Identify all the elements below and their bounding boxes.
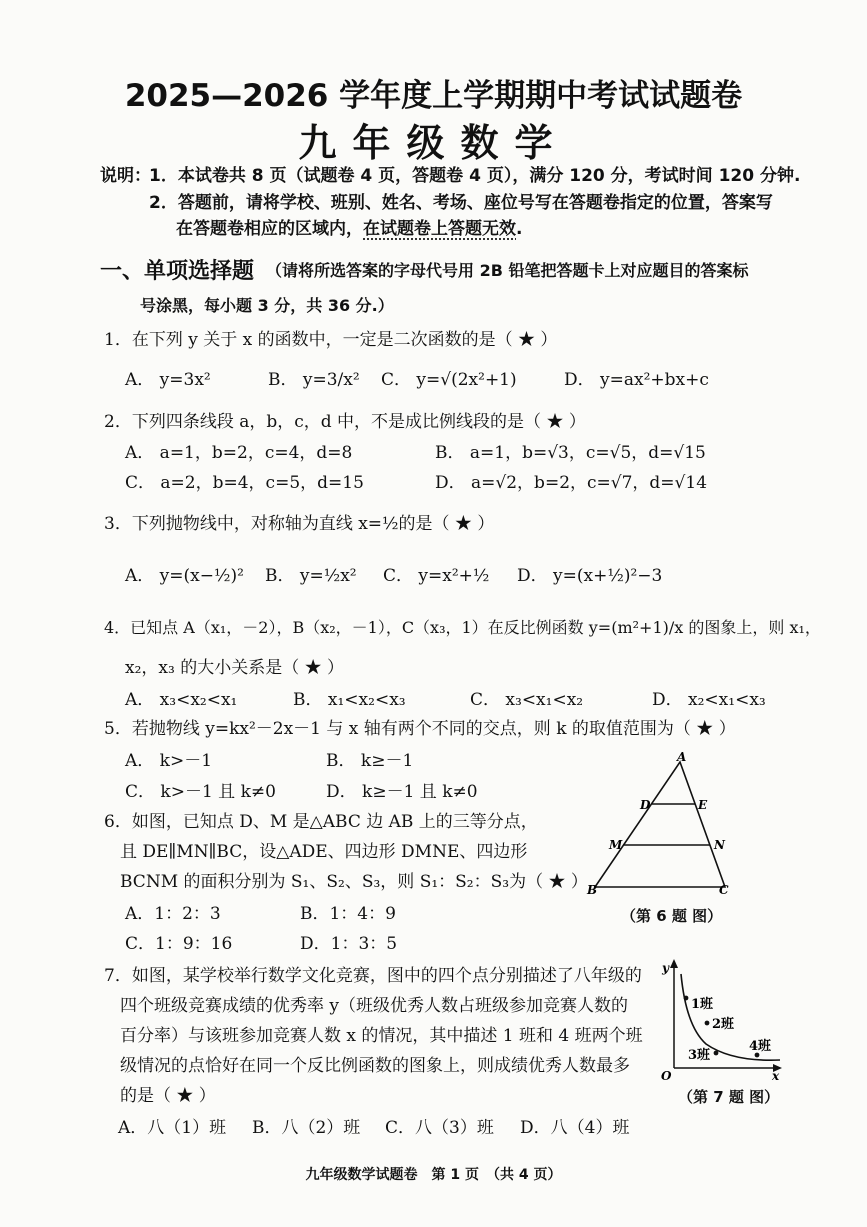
- instructions-item-2-part-c: .: [516, 219, 523, 239]
- question-7-stem-line-4: 级情况的点恰好在同一个反比例函数的图象上，则成绩优秀人数最多: [120, 1056, 630, 1076]
- page-footer: 九年级数学试题卷 第 1 页 （共 4 页）: [305, 1167, 562, 1183]
- vertex-c-label: C: [719, 883, 729, 894]
- class-1-label: 1班: [691, 997, 714, 1012]
- question-4-option-a: A． x₃<x₂<x₁: [125, 690, 238, 710]
- section-title: 一、单项选择题: [100, 259, 255, 284]
- section-note-line-2: 号涂黑，每小题 3 分，共 36 分.）: [140, 296, 394, 315]
- question-7-option-d: D．八（4）班: [520, 1118, 630, 1138]
- point-e-label: E: [698, 798, 708, 812]
- question-6-stem-line-2: 且 DE∥MN∥BC，设△ADE、四边形 DMNE、四边形: [120, 842, 528, 862]
- question-2-option-a: A． a=1，b=2，c=4，d=8: [125, 443, 353, 463]
- question-3-option-b: B． y=½x²: [265, 566, 357, 586]
- question-4-option-d: D． x₂<x₁<x₃: [652, 690, 766, 710]
- instructions-item-2-line-2: [176, 214, 522, 239]
- vertex-a-label: A: [677, 752, 687, 764]
- y-axis-arrow: [670, 959, 678, 968]
- point-n-label: N: [714, 838, 725, 852]
- question-1-stem: 1．在下列 y 关于 x 的函数中，一定是二次函数的是（ ★ ）: [104, 330, 558, 350]
- question-1-option-d: D． y=ax²+bx+c: [564, 370, 709, 390]
- class-3-label: 3班: [688, 1048, 711, 1063]
- question-5-stem: 5．若抛物线 y=kx²－2x－1 与 x 轴有两个不同的交点，则 k 的取值范围为（ ★ ）: [104, 719, 736, 739]
- question-3-option-c: C． y=x²+½: [383, 566, 490, 586]
- question-5-option-d: D． k≥－1 且 k≠0: [326, 782, 478, 802]
- question-4-option-b: B． x₁<x₂<x₃: [293, 690, 406, 710]
- question-6-option-d: D．1：3：5: [300, 934, 398, 954]
- question-7-option-c: C．八（3）班: [385, 1118, 494, 1138]
- question-2-option-b: B． a=1，b=√3，c=√5，d=√15: [435, 443, 706, 463]
- question-5-option-c: C． k>－1 且 k≠0: [125, 782, 276, 802]
- instructions-emphasis: 在试题卷上答题无效: [363, 219, 516, 239]
- instructions-item-2-part-a: 在答题卷相应的区域内，: [176, 219, 363, 239]
- x-axis-label: x: [772, 1069, 780, 1082]
- instructions-label: 说明：: [100, 166, 151, 186]
- question-7-stem-line-1: 7．如图，某学校举行数学文化竞赛，图中的四个点分别描述了八年级的: [104, 966, 642, 986]
- question-6-stem-line-3: BCNM 的面积分别为 S₁、S₂、S₃，则 S₁：S₂：S₃为（ ★ ）: [120, 872, 588, 892]
- question-5-option-b: B． k≥－1: [326, 751, 414, 771]
- instructions-item-2-line-1: 2．答题前，请将学校、班别、姓名、考场、座位号写在答题卷指定的位置，答案写: [149, 193, 773, 213]
- question-3-option-a: A． y=(x−½)²: [125, 566, 244, 586]
- section-note-line-1: （请将所选答案的字母代号用 2B 铅笔把答题卡上对应题目的答案标: [266, 261, 749, 280]
- question-6-triangle-figure: [585, 752, 735, 894]
- class-4-label: 4班: [749, 1039, 772, 1054]
- class-3-point: [714, 1051, 719, 1056]
- question-7-stem-line-5: 的是（ ★ ）: [120, 1086, 216, 1106]
- question-1-option-b: B． y=3/x²: [268, 370, 360, 390]
- class-2-label: 2班: [712, 1017, 735, 1032]
- question-1-option-a: A． y=3x²: [125, 370, 211, 390]
- question-2-option-d: D． a=√2，b=2，c=√7，d=√14: [435, 473, 708, 493]
- question-7-option-b: B．八（2）班: [252, 1118, 361, 1138]
- question-4-stem-line-1: 4．已知点 A（x₁，－2），B（x₂，－1），C（x₃，1）在反比例函数 y=(m²+1)/x 的图象上，则 x₁，: [104, 618, 821, 637]
- question-4-option-c: C． x₃<x₁<x₂: [470, 690, 584, 710]
- question-7-graph-figure: [654, 956, 786, 1082]
- triangle-abc: [595, 762, 725, 887]
- question-7-figure-caption: （第 7 题 图）: [678, 1088, 780, 1106]
- question-1-option-c: C． y=√(2x²+1): [381, 370, 517, 390]
- origin-label: O: [661, 1069, 672, 1082]
- question-3-option-d: D． y=(x+½)²−3: [517, 566, 663, 586]
- question-6-figure-caption: （第 6 题 图）: [621, 907, 723, 925]
- question-3-stem: 3．下列抛物线中，对称轴为直线 x=½的是（ ★ ）: [104, 514, 495, 534]
- question-5-option-a: A． k>－1: [125, 751, 213, 771]
- vertex-b-label: B: [587, 883, 598, 894]
- instructions-item-1: 1．本试卷共 8 页（试题卷 4 页，答题卷 4 页），满分 120 分，考试时间 120 分钟.: [149, 166, 801, 186]
- question-6-option-c: C．1：9：16: [125, 934, 233, 954]
- class-1-point: [684, 996, 689, 1001]
- question-7-stem-line-2: 四个班级竞赛成绩的优秀率 y（班级优秀人数占班级参加竞赛人数的: [120, 996, 629, 1016]
- question-6-option-a: A．1：2：3: [125, 904, 221, 924]
- point-m-label: M: [609, 838, 623, 852]
- question-7-stem-line-3: 百分率）与该班参加竞赛人数 x 的情况，其中描述 1 班和 4 班两个班: [120, 1026, 643, 1046]
- y-axis-label: y: [662, 961, 669, 975]
- question-6-stem-line-1: 6．如图，已知点 D、M 是△ABC 边 AB 上的三等分点，: [104, 812, 538, 832]
- question-2-stem: 2．下列四条线段 a，b，c，d 中，不是成比例线段的是（ ★ ）: [104, 412, 586, 432]
- question-2-option-c: C． a=2，b=4，c=5，d=15: [125, 473, 364, 493]
- question-7-option-a: A．八（1）班: [118, 1118, 227, 1138]
- point-d-label: D: [640, 798, 651, 812]
- question-4-stem-line-2: x₂，x₃ 的大小关系是（ ★ ）: [125, 658, 345, 678]
- exam-title: 2025—2026 学年度上学期期中考试试题卷: [124, 78, 743, 114]
- exam-subject: 九年级数学: [298, 121, 569, 165]
- class-2-point: [705, 1021, 710, 1026]
- question-6-option-b: B．1：4：9: [300, 904, 396, 924]
